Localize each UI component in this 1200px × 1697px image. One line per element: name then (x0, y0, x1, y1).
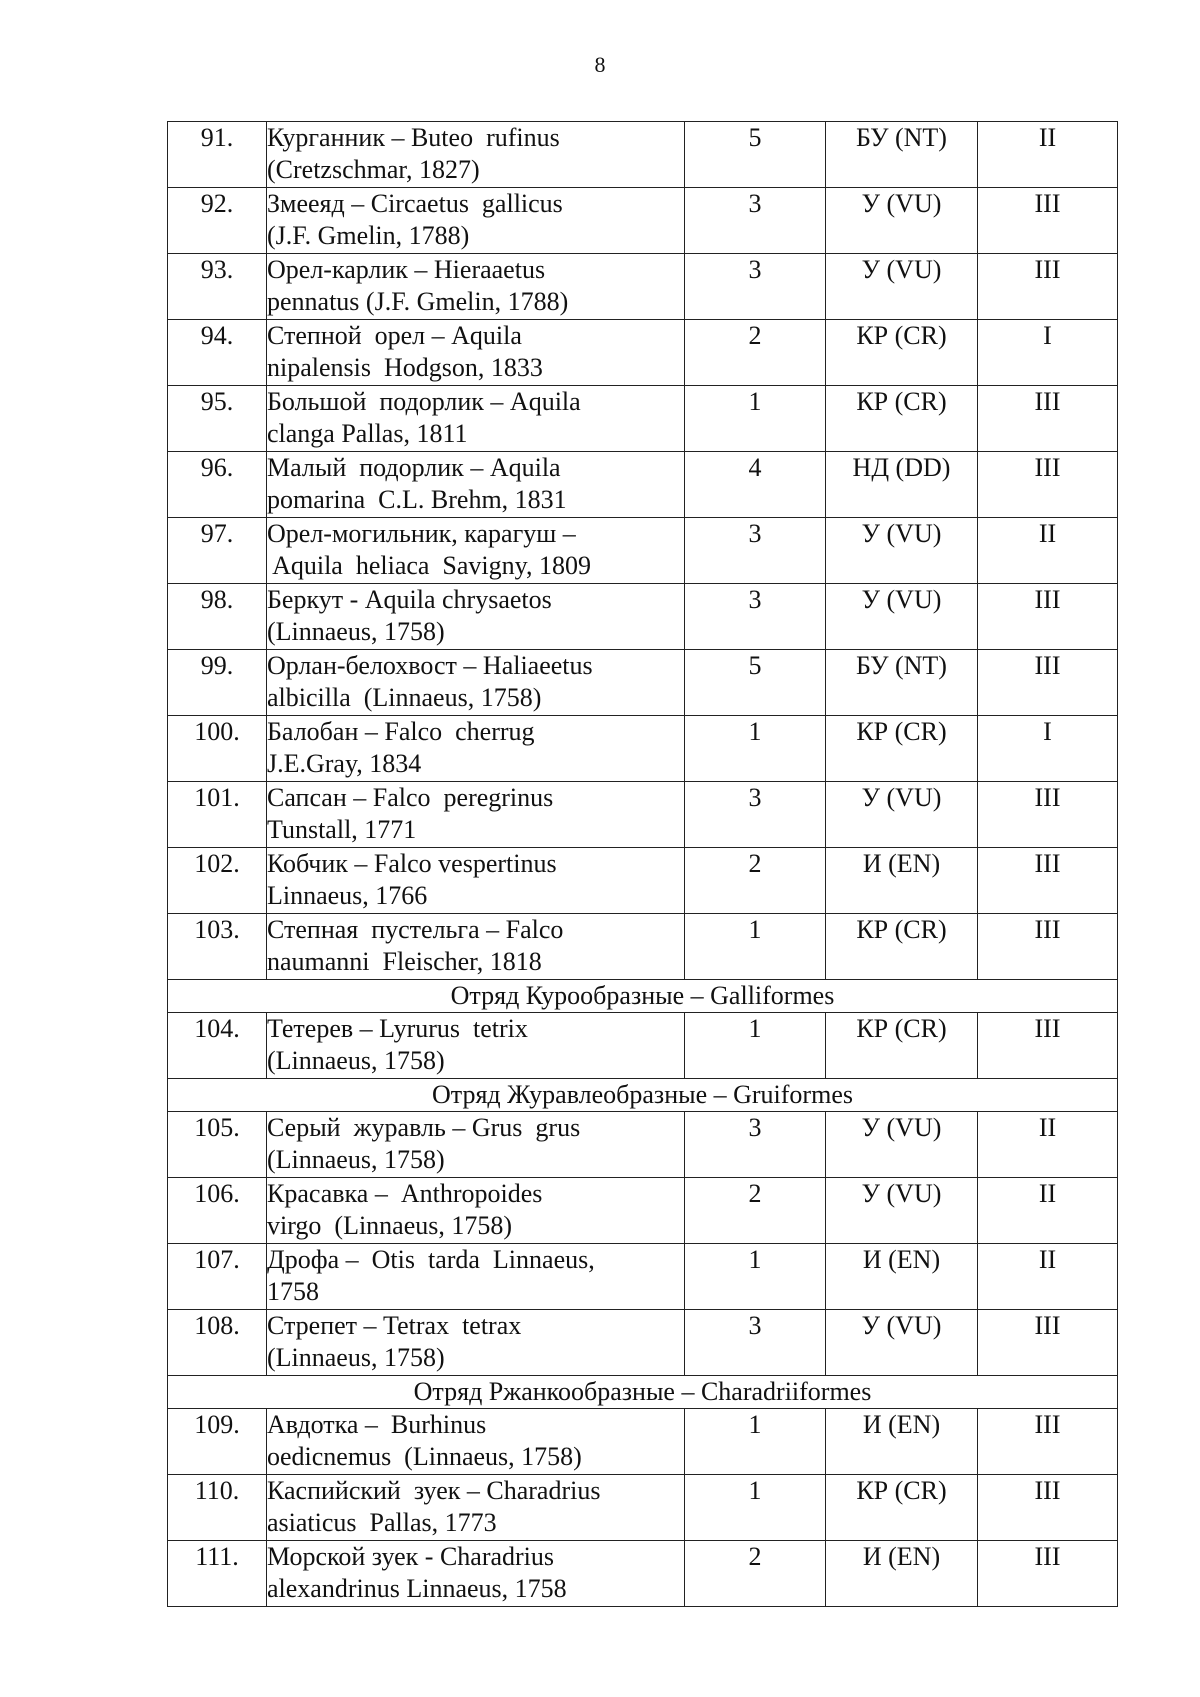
row-number: 104. (168, 1013, 267, 1079)
species-name-line-2: J.E.Gray, 1834 (267, 749, 422, 778)
species-name-line-1: Кобчик – Falco vespertinus (267, 849, 557, 878)
status-cell: У (VU) (826, 188, 978, 254)
species-name-cell (267, 650, 685, 716)
table-row (168, 1244, 1118, 1310)
rarity-category: 1 (685, 716, 826, 782)
species-name-cell (267, 716, 685, 782)
rarity-category: 3 (685, 1310, 826, 1376)
status-cell: У (VU) (826, 254, 978, 320)
species-name-line-2: 1758 (267, 1277, 319, 1306)
priority-cell: II (978, 122, 1118, 188)
species-name-line-2: (J.F. Gmelin, 1788) (267, 221, 470, 250)
species-name-cell (267, 188, 685, 254)
table-row (168, 188, 1118, 254)
row-number: 97. (168, 518, 267, 584)
status-cell: У (VU) (826, 782, 978, 848)
status-cell: КР (CR) (826, 320, 978, 386)
section-header-row (168, 980, 1118, 1013)
status-cell: У (VU) (826, 584, 978, 650)
row-number: 110. (168, 1475, 267, 1541)
row-number: 111. (168, 1541, 267, 1607)
status-cell: У (VU) (826, 1310, 978, 1376)
status-cell: КР (CR) (826, 1475, 978, 1541)
row-number: 98. (168, 584, 267, 650)
rarity-category: 1 (685, 386, 826, 452)
species-name-cell (267, 1541, 685, 1607)
species-name-line-2: naumanni Fleischer, 1818 (267, 947, 542, 976)
table-row (168, 122, 1118, 188)
rarity-category: 5 (685, 122, 826, 188)
priority-cell: III (978, 848, 1118, 914)
status-cell: И (EN) (826, 1541, 978, 1607)
rarity-category: 1 (685, 1013, 826, 1079)
row-number: 93. (168, 254, 267, 320)
page-number: 8 (594, 52, 606, 77)
species-name-cell (267, 1409, 685, 1475)
section-title: Отряд Ржанкообразные – Charadriiformes (168, 1376, 1118, 1409)
row-number: 103. (168, 914, 267, 980)
section-title: Отряд Журавлеобразные – Gruiformes (168, 1079, 1118, 1112)
status-cell: КР (CR) (826, 1013, 978, 1079)
priority-cell: III (978, 1475, 1118, 1541)
status-cell: У (VU) (826, 518, 978, 584)
section-header-row (168, 1079, 1118, 1112)
species-name-cell (267, 1244, 685, 1310)
table-row (168, 386, 1118, 452)
species-name-line-1: Дрофа – Otis tarda Linnaeus, (267, 1245, 595, 1274)
species-name-line-2: virgo (Linnaeus, 1758) (267, 1211, 513, 1240)
species-name-line-2: Linnaeus, 1766 (267, 881, 428, 910)
table-row (168, 650, 1118, 716)
rarity-category: 3 (685, 518, 826, 584)
table-row (168, 1541, 1118, 1607)
species-name-cell (267, 584, 685, 650)
table-row (168, 584, 1118, 650)
species-name-line-1: Орлан-белохвост – Haliaeetus (267, 651, 593, 680)
species-name-cell (267, 320, 685, 386)
status-cell: КР (CR) (826, 914, 978, 980)
species-name-line-2: (Linnaeus, 1758) (267, 1343, 445, 1372)
row-number: 92. (168, 188, 267, 254)
priority-cell: II (978, 1178, 1118, 1244)
species-name-line-2: pennatus (J.F. Gmelin, 1788) (267, 287, 569, 316)
table-row (168, 1178, 1118, 1244)
rarity-category: 3 (685, 254, 826, 320)
species-name-line-1: Малый подорлик – Aquila (267, 453, 561, 482)
table-row (168, 1475, 1118, 1541)
row-number: 96. (168, 452, 267, 518)
row-number: 106. (168, 1178, 267, 1244)
species-name-line-1: Балобан – Falco cherrug (267, 717, 535, 746)
species-name-line-2: oedicnemus (Linnaeus, 1758) (267, 1442, 582, 1471)
species-name-line-2: (Linnaeus, 1758) (267, 1145, 445, 1174)
species-name-line-1: Орел-карлик – Hieraaetus (267, 255, 546, 284)
row-number: 107. (168, 1244, 267, 1310)
species-name-cell (267, 1310, 685, 1376)
rarity-category: 2 (685, 320, 826, 386)
status-cell: И (EN) (826, 1244, 978, 1310)
priority-cell: III (978, 782, 1118, 848)
species-name-cell (267, 254, 685, 320)
table-row (168, 716, 1118, 782)
priority-cell: III (978, 1541, 1118, 1607)
species-name-line-1: Степная пустельга – Falco (267, 915, 564, 944)
priority-cell: III (978, 452, 1118, 518)
row-number: 105. (168, 1112, 267, 1178)
section-title: Отряд Курообразные – Galliformes (168, 980, 1118, 1013)
status-cell: НД (DD) (826, 452, 978, 518)
table-row (168, 452, 1118, 518)
priority-cell: III (978, 188, 1118, 254)
priority-cell: II (978, 518, 1118, 584)
row-number: 108. (168, 1310, 267, 1376)
priority-cell: III (978, 650, 1118, 716)
species-name-cell (267, 1013, 685, 1079)
species-name-line-2: (Cretzschmar, 1827) (267, 155, 480, 184)
species-name-cell (267, 386, 685, 452)
table-row (168, 1013, 1118, 1079)
status-cell: И (EN) (826, 848, 978, 914)
species-name-line-2: Aquila heliaca Savigny, 1809 (267, 551, 591, 580)
table-body (168, 122, 1118, 1607)
row-number: 95. (168, 386, 267, 452)
species-name-cell (267, 1178, 685, 1244)
species-name-line-2: nipalensis Hodgson, 1833 (267, 353, 543, 382)
rarity-category: 1 (685, 1409, 826, 1475)
species-name-line-1: Серый журавль – Grus grus (267, 1113, 581, 1142)
species-name-cell (267, 848, 685, 914)
table-row (168, 848, 1118, 914)
species-name-cell (267, 122, 685, 188)
priority-cell: III (978, 584, 1118, 650)
row-number: 94. (168, 320, 267, 386)
species-name-cell (267, 518, 685, 584)
row-number: 109. (168, 1409, 267, 1475)
status-cell: БУ (NT) (826, 650, 978, 716)
table-row (168, 518, 1118, 584)
status-cell: У (VU) (826, 1112, 978, 1178)
species-name-line-2: (Linnaeus, 1758) (267, 1046, 445, 1075)
table-row (168, 1310, 1118, 1376)
species-name-line-1: Беркут - Aquila chrysaetos (267, 585, 552, 614)
species-name-line-2: alexandrinus Linnaeus, 1758 (267, 1574, 567, 1603)
priority-cell: I (978, 716, 1118, 782)
rarity-category: 5 (685, 650, 826, 716)
priority-cell: II (978, 1244, 1118, 1310)
species-name-cell (267, 782, 685, 848)
table-row (168, 320, 1118, 386)
species-name-line-1: Большой подорлик – Aquila (267, 387, 581, 416)
species-name-line-2: asiaticus Pallas, 1773 (267, 1508, 497, 1537)
species-name-line-2: Tunstall, 1771 (267, 815, 417, 844)
species-name-line-1: Морской зуек - Charadrius (267, 1542, 555, 1571)
rarity-category: 4 (685, 452, 826, 518)
rarity-category: 3 (685, 1112, 826, 1178)
rarity-category: 1 (685, 1475, 826, 1541)
priority-cell: III (978, 1310, 1118, 1376)
table-row (168, 254, 1118, 320)
species-name-line-2: albicilla (Linnaeus, 1758) (267, 683, 542, 712)
species-name-line-1: Сапсан – Falco peregrinus (267, 783, 554, 812)
priority-cell: III (978, 254, 1118, 320)
status-cell: И (EN) (826, 1409, 978, 1475)
species-name-line-2: (Linnaeus, 1758) (267, 617, 445, 646)
species-name-line-1: Каспийский зуек – Charadrius (267, 1476, 601, 1505)
priority-cell: I (978, 320, 1118, 386)
species-name-line-2: pomarina C.L. Brehm, 1831 (267, 485, 567, 514)
table-row (168, 1409, 1118, 1475)
row-number: 91. (168, 122, 267, 188)
status-cell: У (VU) (826, 1178, 978, 1244)
priority-cell: III (978, 1409, 1118, 1475)
priority-cell: III (978, 1013, 1118, 1079)
species-table (167, 121, 1118, 1607)
species-name-line-1: Тетерев – Lyrurus tetrix (267, 1014, 528, 1043)
section-header-row (168, 1376, 1118, 1409)
table-row (168, 914, 1118, 980)
status-cell: КР (CR) (826, 716, 978, 782)
priority-cell: III (978, 914, 1118, 980)
rarity-category: 1 (685, 914, 826, 980)
row-number: 101. (168, 782, 267, 848)
species-name-line-1: Курганник – Buteo rufinus (267, 123, 560, 152)
species-name-line-1: Степной орел – Aquila (267, 321, 522, 350)
species-name-cell (267, 1475, 685, 1541)
row-number: 100. (168, 716, 267, 782)
priority-cell: III (978, 386, 1118, 452)
species-name-cell (267, 452, 685, 518)
rarity-category: 3 (685, 584, 826, 650)
rarity-category: 1 (685, 1244, 826, 1310)
status-cell: КР (CR) (826, 386, 978, 452)
rarity-category: 3 (685, 782, 826, 848)
row-number: 102. (168, 848, 267, 914)
species-name-line-1: Змееяд – Circaetus gallicus (267, 189, 563, 218)
rarity-category: 2 (685, 848, 826, 914)
rarity-category: 3 (685, 188, 826, 254)
species-name-line-1: Орел-могильник, карагуш – (267, 519, 576, 548)
species-name-cell (267, 1112, 685, 1178)
species-name-line-2: clanga Pallas, 1811 (267, 419, 468, 448)
species-name-cell (267, 914, 685, 980)
priority-cell: II (978, 1112, 1118, 1178)
table-row (168, 782, 1118, 848)
rarity-category: 2 (685, 1178, 826, 1244)
status-cell: БУ (NT) (826, 122, 978, 188)
species-name-line-1: Стрепет – Tetrax tetrax (267, 1311, 522, 1340)
species-name-line-1: Красавка – Anthropoides (267, 1179, 543, 1208)
row-number: 99. (168, 650, 267, 716)
rarity-category: 2 (685, 1541, 826, 1607)
table-row (168, 1112, 1118, 1178)
species-name-line-1: Авдотка – Burhinus (267, 1410, 487, 1439)
